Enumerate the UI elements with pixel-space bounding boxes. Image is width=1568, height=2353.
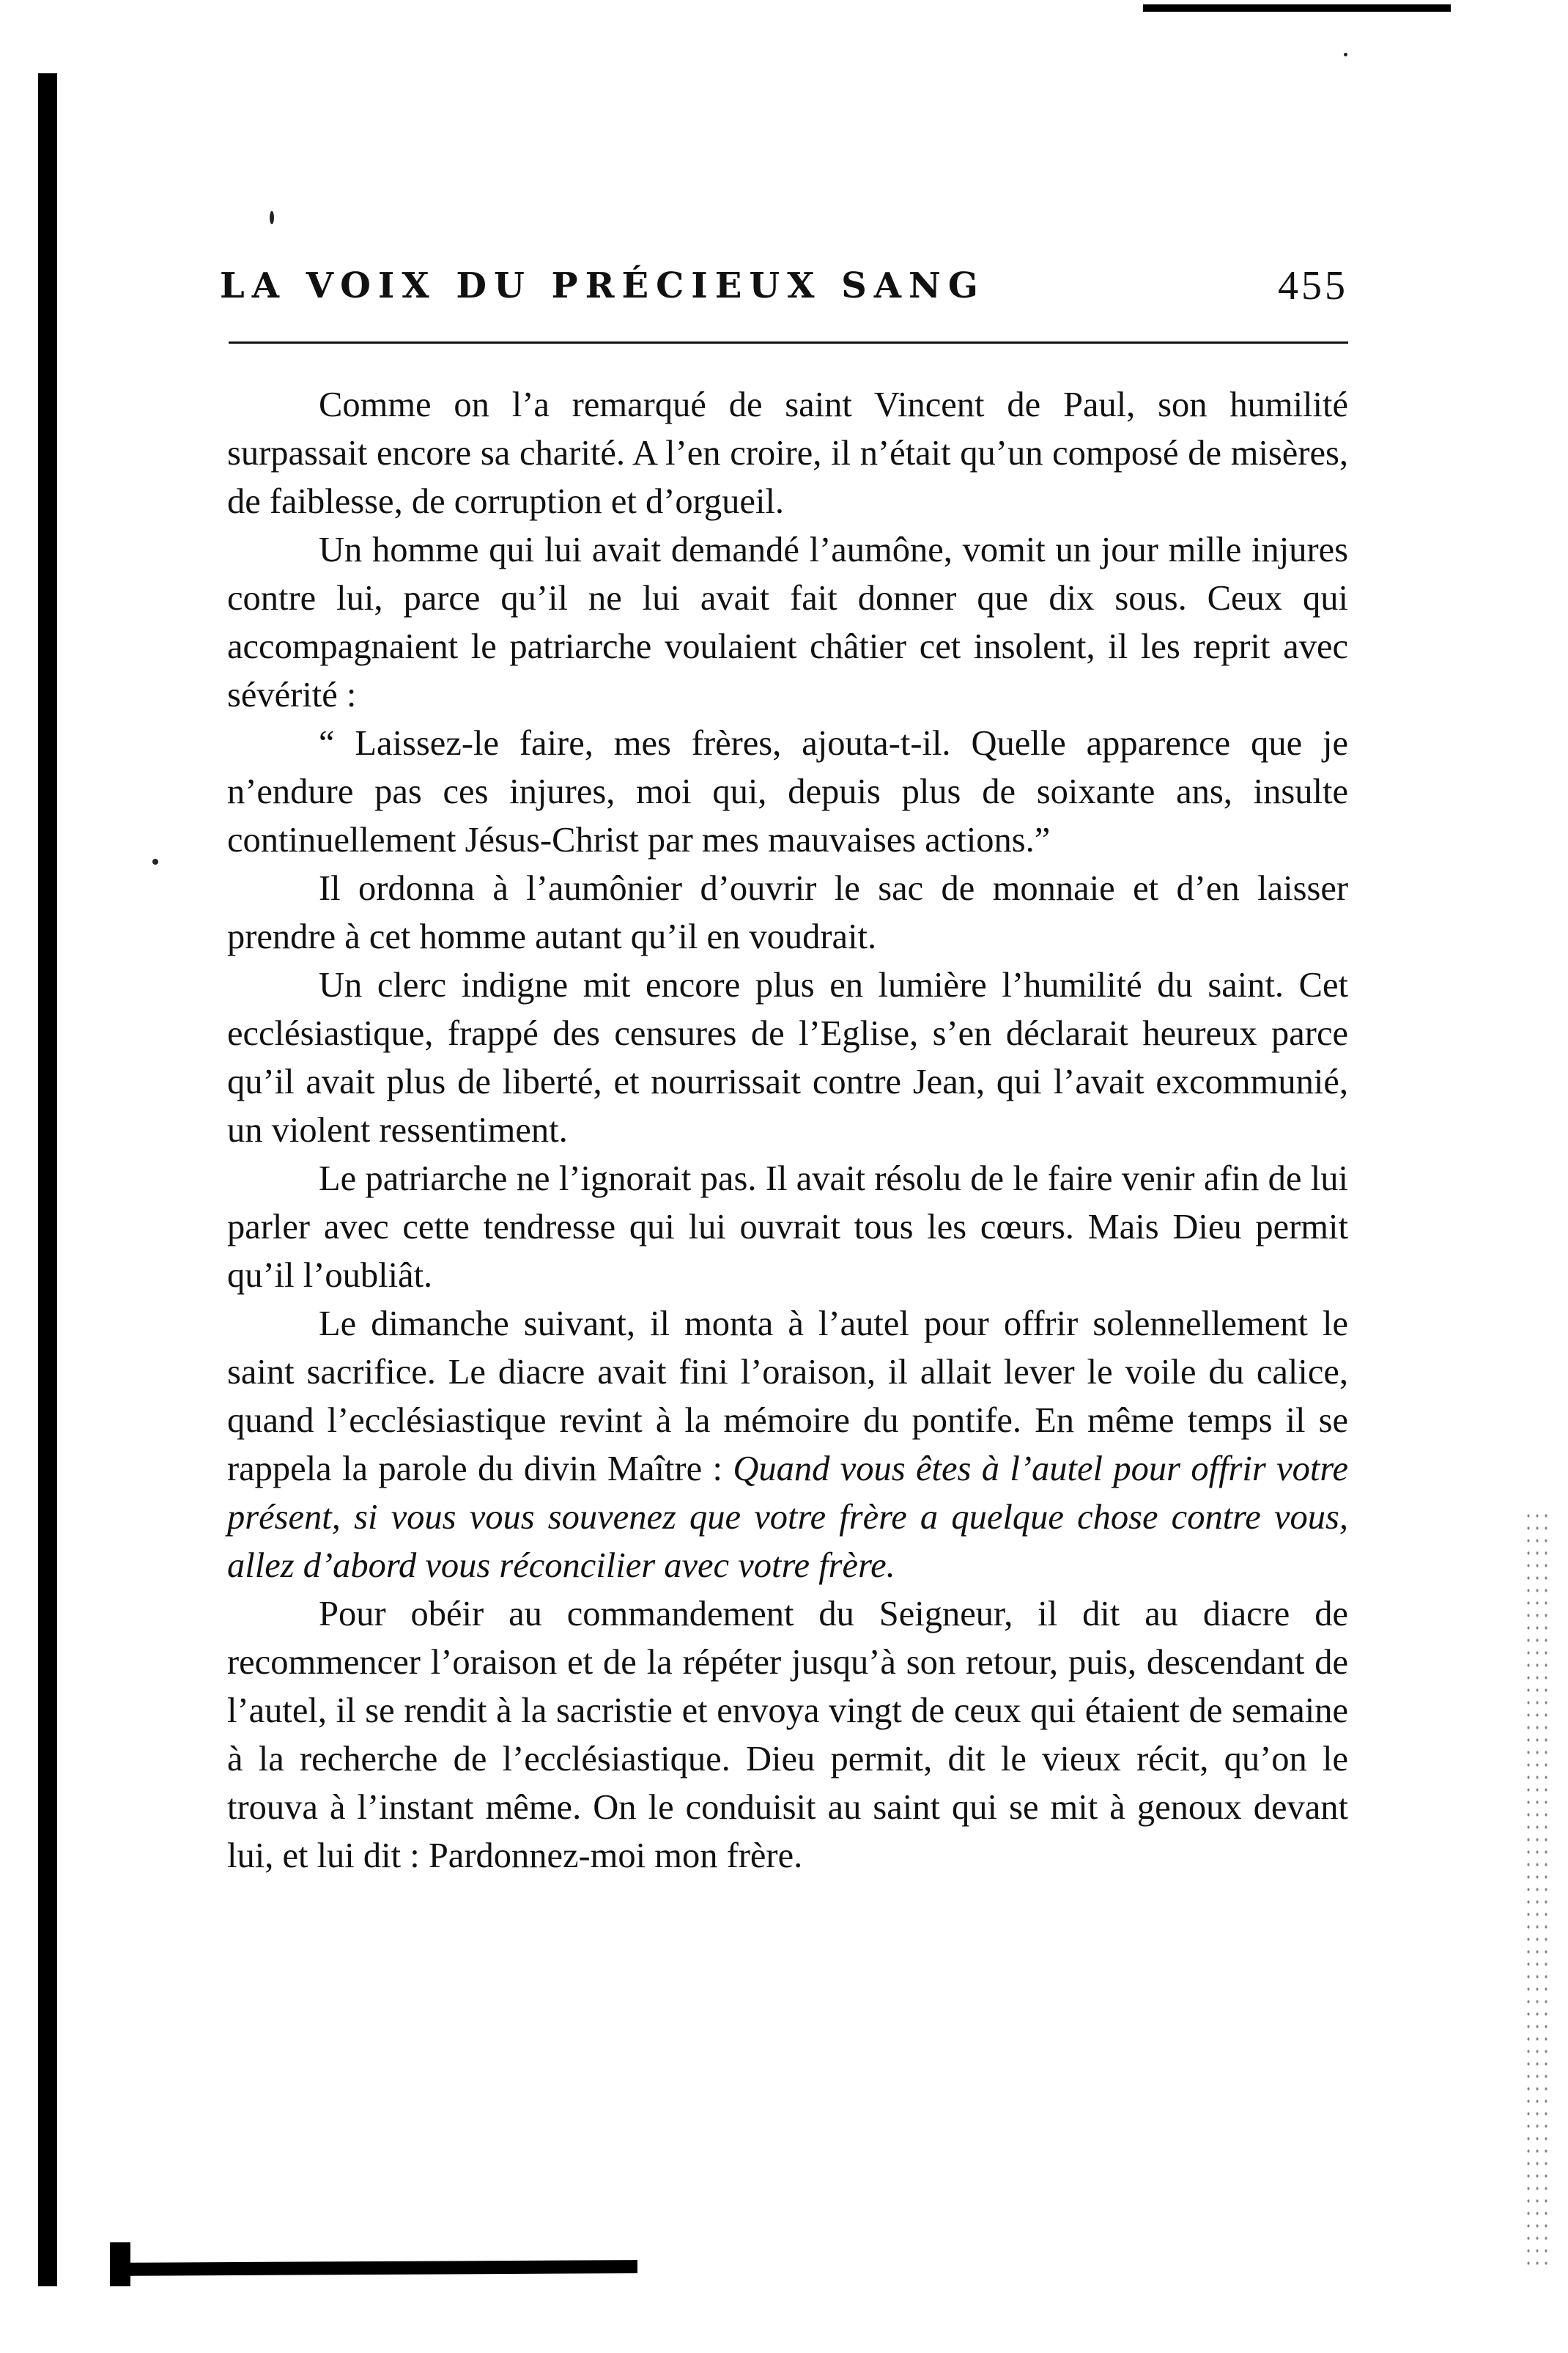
page-number: 455 <box>1278 263 1348 309</box>
paragraph <box>227 1300 1348 1590</box>
paragraph: Comme on l’a remarqué de saint Vincent de Paul, son humilité surpassait encore sa charité. A l’en croire, il n’était qu’un composé de misères, de faiblesse, de corruption et d’orgueil. <box>227 385 1348 521</box>
scan-border-bottom <box>110 2260 637 2276</box>
scan-border-left <box>38 73 57 2286</box>
paragraph: Il ordonna à l’aumônier d’ouvrir le sac de monnaie et d’en laisser prendre à cet homme autant qu’il en voudrait. <box>227 869 1348 956</box>
running-head-title: LA VOIX DU PRÉCIEUX SANG <box>220 265 985 306</box>
paragraph: “ Laissez-le faire, mes frères, ajouta-t-il. Quelle apparence que je n’endure pas ces injures, moi qui, depuis plus de soixante ans, insulte continuellement Jésus-Christ par mes mauvaises actions.” <box>227 724 1348 860</box>
paragraph: Un homme qui lui avait demandé l’aumône, vomit un jour mille injures contre lui, parce qu’il ne lui avait fait donner que dix sous. Ceux qui accompagnaient le patriarche voulaient châtier cet insolent, il les reprit avec sévérité : <box>227 531 1348 714</box>
paragraph: Un clerc indigne mit encore plus en lumière l’humilité du saint. Cet ecclésiastique, frappé des censures de l’Eglise, s’en déclarait heureux parce qu’il avait plus de liberté, et nourrissait contre Jean, qui l’avait excommunié, un violent ressentiment. <box>227 966 1348 1150</box>
scan-margin-noise <box>1524 1510 1553 2272</box>
scan-speck <box>152 859 158 865</box>
paragraph: Pour obéir au commandement du Seigneur, il dit au diacre de recommencer l’oraison et de la répéter jusqu’à son retour, puis, descendant de l’autel, il se rendit à la sacristie et envoya vingt de ceux qui étaient de semaine à la recherche de l’ecclésiastique. Dieu permit, dit le vieux récit, qu’on le trouva à l’instant même. On le conduisit au saint qui se mit à genoux devant lui, et lui dit : Pardonnez-moi mon frère. <box>227 1595 1348 1875</box>
scan-speck <box>270 211 274 224</box>
scan-border-corner <box>110 2242 130 2286</box>
header-rule <box>229 341 1348 344</box>
body-text <box>227 381 1348 1880</box>
scripture-quote: Quand vous êtes à l’autel pour offrir votre présent, si vous vous souvenez que votre frère a quelque chose contre vous, allez d’abord vous réconcilier avec votre frère. <box>227 1449 1348 1585</box>
scan-border-top <box>1143 4 1451 12</box>
paragraph-text: Le dimanche suivant, il monta à l’autel pour offrir solennellement le saint sacrifice. Le diacre avait fini l’oraison, il allait lever le voile du calice, quand l’ecclésiastique revint à la mémoire du pontife. En même temps il se rappela la parole du divin Maître : <box>227 1304 1348 1488</box>
running-head <box>220 264 1348 308</box>
paragraph: Le patriarche ne l’ignorait pas. Il avait résolu de le faire venir afin de lui parler avec cette tendresse qui lui ouvrait tous les cœurs. Mais Dieu permit qu’il l’oubliât. <box>227 1159 1348 1295</box>
scan-speck <box>1344 53 1347 56</box>
